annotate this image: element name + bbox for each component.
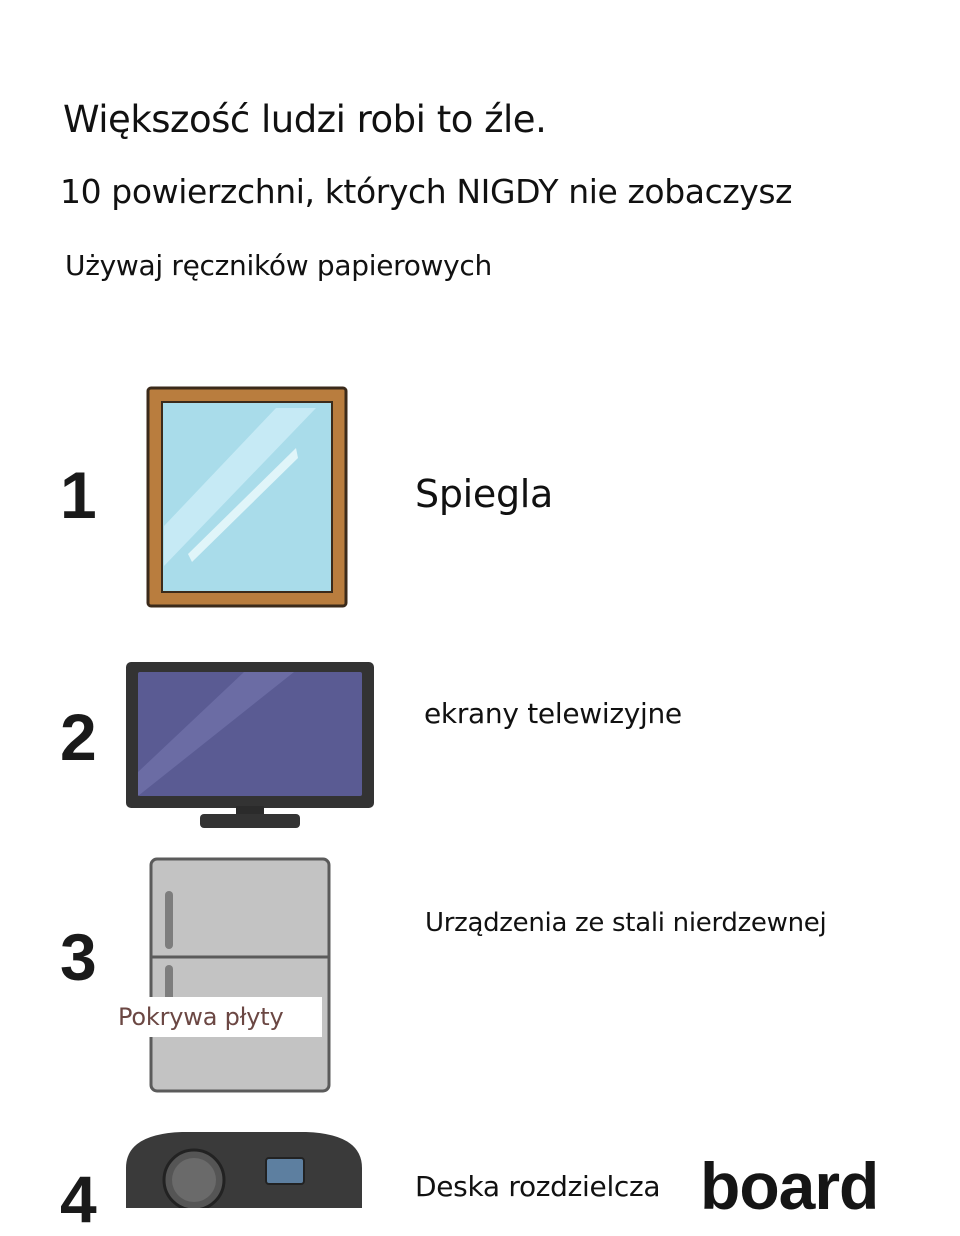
item-2-number: 2 xyxy=(60,700,97,774)
tip-text: Używaj ręczników papierowych xyxy=(65,249,492,282)
item-3-label: Urządzenia ze stali nierdzewnej xyxy=(425,908,827,938)
item-4-label: Deska rozdzielcza xyxy=(415,1170,661,1203)
item-2-label: ekrany telewizyjne xyxy=(424,697,682,730)
subtitle: 10 powierzchni, których NIGDY nie zobaczysz xyxy=(60,172,793,211)
item-4-number: 4 xyxy=(60,1162,97,1236)
item-3-number: 3 xyxy=(60,920,97,994)
stove-cover-label: Pokrywa płyty xyxy=(82,997,322,1037)
dashboard-icon xyxy=(122,1128,366,1208)
item-1-label: Spiegla xyxy=(415,472,554,516)
mirror-icon xyxy=(146,386,348,608)
tv-icon xyxy=(124,660,376,832)
ghost-word: board xyxy=(700,1149,879,1223)
fridge-icon xyxy=(149,857,331,1095)
item-1-number: 1 xyxy=(60,458,97,532)
headline: Większość ludzi robi to źle. xyxy=(63,98,547,141)
